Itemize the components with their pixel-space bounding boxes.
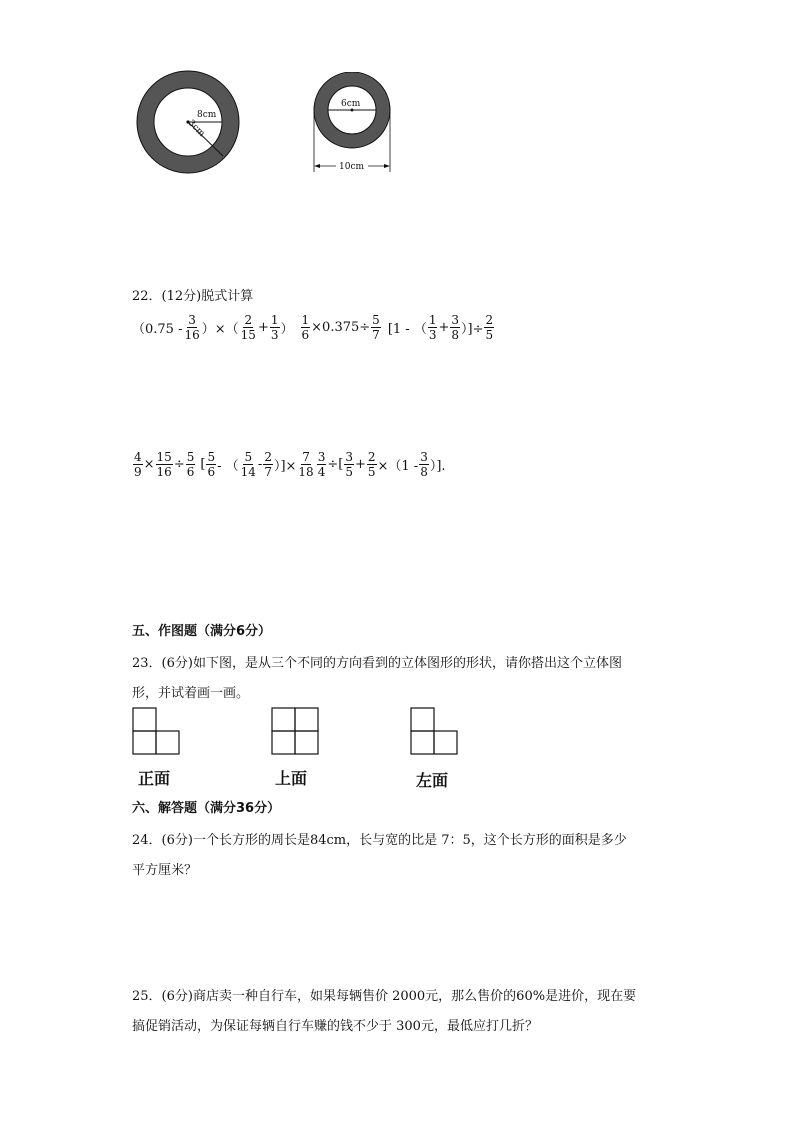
q22-title: 22．(12分)脱式计算 [132, 289, 254, 304]
q22-expr6: $\frac{3}{4}$ ÷[ $\frac{3}{5}$ + $\frac{2}{5}$ ×（1 - $\frac{3}{8}$ ）]. [317, 450, 446, 479]
view-label-top: 上面 [275, 769, 308, 788]
ring1-radius-label: 8cm [197, 110, 217, 120]
ring-figure-1 [135, 70, 245, 180]
fraction: $\frac{5}{7}$ [372, 313, 380, 342]
q22-expr4: $\frac{4}{9}$ × $\frac{15}{16}$ ÷ $\frac{5}{6}$ [134, 450, 195, 479]
left-view-figure [410, 707, 460, 757]
fraction: $\frac{3}{5}$ [345, 450, 353, 479]
fraction: $\frac{3}{8}$ [420, 450, 428, 479]
q23-line1: 23．(6分)如下图，是从三个不同的方向看到的立体图形的形状，请你搭出这个立体图 [132, 656, 622, 671]
fraction: $\frac{3}{4}$ [317, 450, 326, 479]
fraction: $\frac{15}{16}$ [156, 450, 172, 479]
section6-header: 六、解答题（满分36分） [132, 801, 281, 816]
view-label-front: 正面 [138, 769, 171, 788]
fraction: $\frac{1}{3}$ [428, 313, 437, 342]
ring2-outer-label: 10cm [339, 162, 365, 172]
q22-expr5: [ $\frac{5}{6}$ - （ $\frac{5}{14}$ - $\frac{2}{7}$ ）]× $\frac{7}{18}$ [200, 450, 314, 479]
q22-expr3: [1 - （ $\frac{1}{3}$ + $\frac{3}{8}$ ）]÷ $\frac{2}{5}$ [387, 313, 494, 342]
fraction: $\frac{5}{6}$ [186, 450, 195, 479]
q25-line1: 25．(6分)商店卖一种自行车，如果每辆售价 2000元，那么售价的60%是进价，现在要 [132, 989, 637, 1004]
q22-expr1: （0.75 - $\frac{3}{16}$ ）×（ $\frac{2}{15}$ + $\frac{1}{3}$ ） [132, 313, 294, 342]
fraction: $\frac{2}{7}$ [264, 450, 272, 479]
top-view-figure [271, 707, 321, 757]
fraction: $\frac{3}{16}$ [184, 313, 200, 342]
ring1-width-label: 3cm [185, 118, 207, 140]
q22-row1 [132, 313, 495, 342]
q24-line1: 24．(6分)一个长方形的周长是84cm，长与宽的比是 7：5，这个长方形的面积是多少 [132, 833, 627, 848]
view-label-left: 左面 [416, 771, 449, 790]
fraction: $\frac{2}{5}$ [367, 450, 376, 479]
q24-line2: 平方厘米？ [132, 863, 198, 878]
fraction: $\frac{2}{15}$ [240, 313, 256, 342]
fraction: $\frac{1}{3}$ [270, 313, 279, 342]
q23-line2: 形，并试着画一画。 [132, 686, 250, 701]
section5-header: 五、作图题（满分6分） [132, 624, 272, 639]
fraction: $\frac{3}{8}$ [451, 313, 460, 342]
fraction: $\frac{5}{14}$ [240, 450, 256, 479]
ring-figure-2 [308, 72, 398, 174]
fraction: $\frac{5}{6}$ [207, 450, 216, 479]
q25-line2: 搞促销活动，为保证每辆自行车赚的钱不少于 300元，最低应打几折？ [132, 1019, 538, 1034]
fraction: $\frac{1}{6}$ [301, 313, 310, 342]
fraction: $\frac{7}{18}$ [298, 450, 314, 479]
q22-expr2: $\frac{1}{6}$ ×0.375÷ $\frac{5}{7}$ [301, 313, 380, 342]
fraction: $\frac{2}{5}$ [485, 313, 494, 342]
q22-row2 [132, 450, 446, 479]
fraction: $\frac{4}{9}$ [134, 450, 142, 479]
ring2-inner-label: 6cm [341, 99, 361, 109]
front-view-figure [132, 707, 182, 757]
